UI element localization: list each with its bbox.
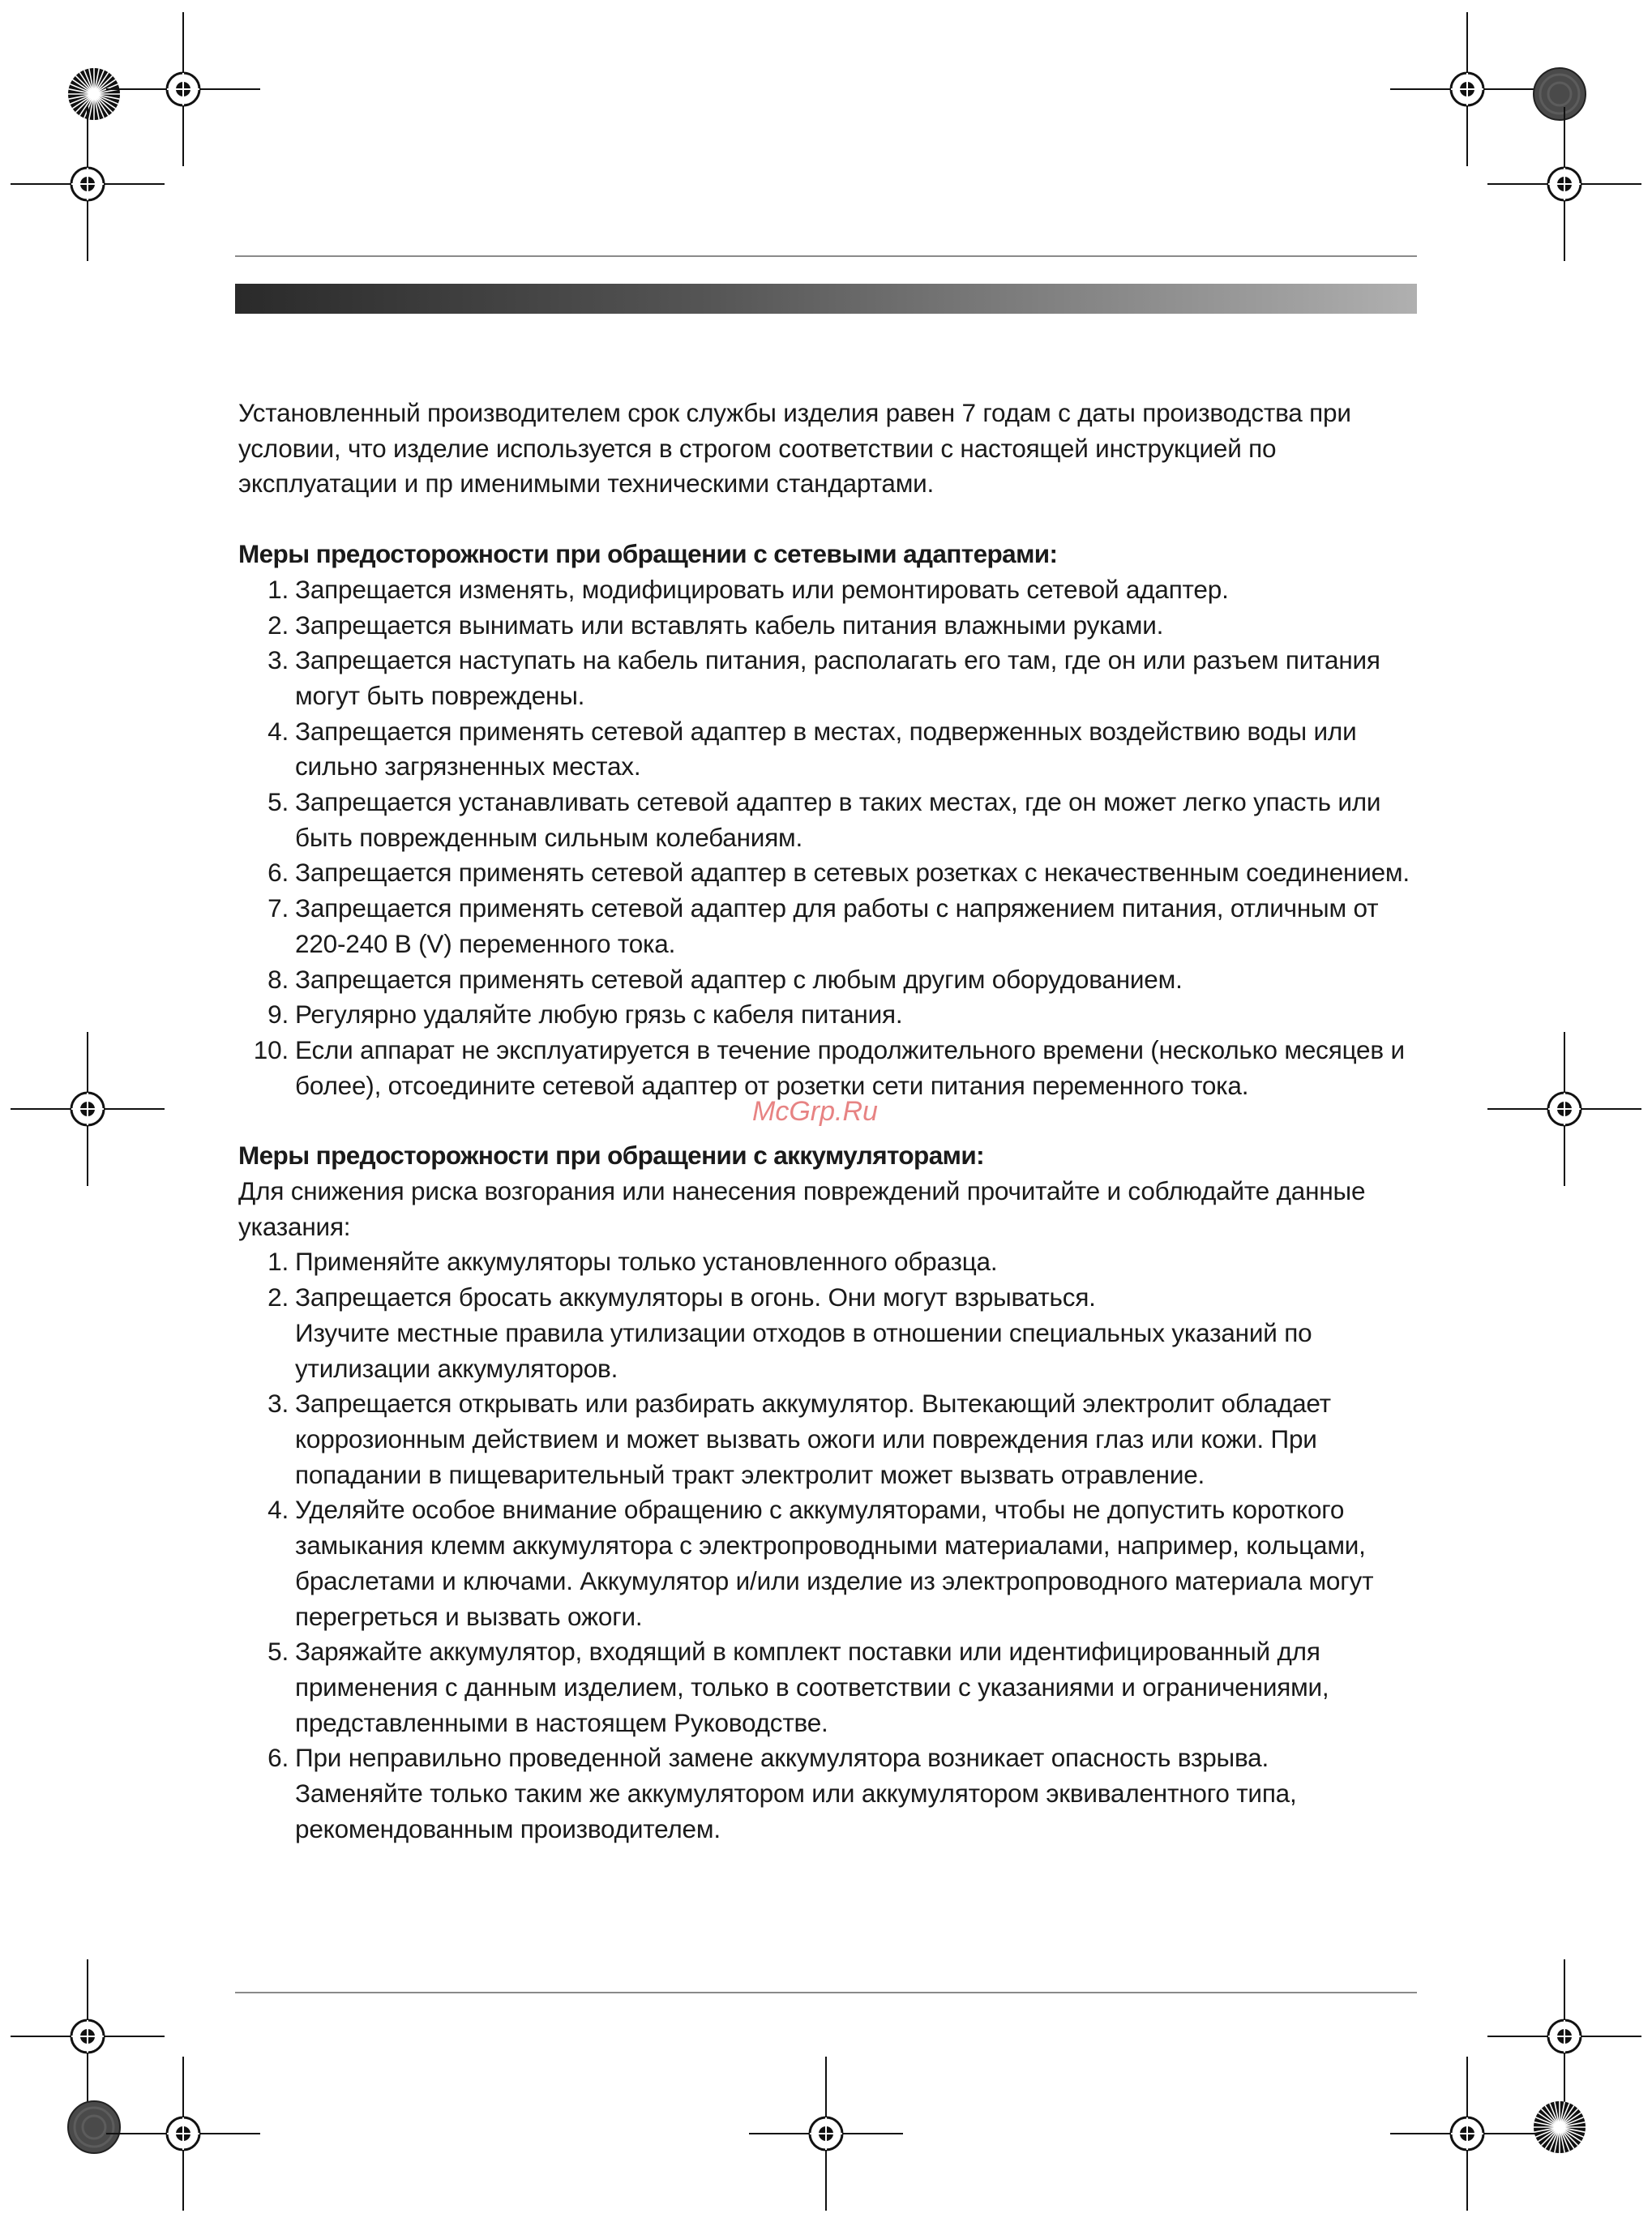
list-item-number: 1. [267, 1247, 289, 1277]
list-item-text: При неправильно проведенной замене аккумулятора возникает опасность взрыва. [295, 1743, 1269, 1773]
list-item-number: 6. [267, 858, 289, 888]
content-body [238, 396, 1420, 1882]
list-item-text: Заряжайте аккумулятор, входящий в комплект поставки или идентифицированный для применения с данным изделием, только в соответствии с указаниями и ограничениями, представленными в настоящем Руководстве. [295, 1637, 1329, 1737]
list-item [238, 1033, 1420, 1103]
list-item [238, 1244, 1420, 1280]
list-item [238, 608, 1420, 644]
list-item-number: 5. [267, 1637, 289, 1667]
list-item-text: Если аппарат не эксплуатируется в течение продолжительного времени (несколько месяцев и более), отсоедините сетевой адаптер от розетки сети питания переменного тока. [295, 1034, 1405, 1100]
list-item-text: Запрещается наступать на кабель питания, располагать его там, где он или разъем питания могут быть повреждены. [295, 645, 1380, 710]
list-item-number: 1. [267, 574, 289, 604]
list-item-text: Запрещается применять сетевой адаптер с любым другим оборудованием. [295, 964, 1183, 994]
batteries-list [238, 1244, 1420, 1847]
adapters-heading: Меры предосторожности при обращении с сетевыми адаптерами: [238, 539, 1058, 569]
list-item-text: Запрещается изменять, модифицировать или ремонтировать сетевой адаптер. [295, 574, 1229, 604]
list-item-text: Запрещается устанавливать сетевой адаптер в таких местах, где он может легко упасть или быть поврежденным сильным колебаниям. [295, 787, 1381, 852]
batteries-heading: Меры предосторожности при обращении с аккумуляторами: [238, 1141, 984, 1171]
header-rule [235, 255, 1417, 257]
list-item [238, 643, 1420, 713]
list-item [238, 1492, 1420, 1634]
list-item-number: 5. [267, 787, 289, 817]
adapters-section [238, 537, 1420, 1103]
list-item-text: Запрещается бросать аккумуляторы в огонь. Они могут взрываться. [295, 1282, 1096, 1312]
list-item-text: Запрещается открывать или разбирать аккумулятор. Вытекающий электролит обладает коррозионным действием и может вызвать ожоги или повреждения глаз или кожи. При попадании в пищеварительный тракт электролит может вызвать отравление. [295, 1389, 1331, 1489]
footer-rule [235, 1992, 1417, 1993]
list-item [238, 785, 1420, 855]
list-item [238, 962, 1420, 998]
list-item-text: Уделяйте особое внимание обращению с аккумуляторами, чтобы не допустить короткого замыкания клемм аккумулятора с электропроводными материалами, например, кольцами, браслетами и ключами. Аккумулятор и/или изделие из электропроводного материала могут перегреться и вызвать ожоги. [295, 1495, 1374, 1631]
list-item-number: 3. [267, 1389, 289, 1419]
list-item [238, 714, 1420, 785]
batteries-lead: Для снижения риска возгорания или нанесения повреждений прочитайте и соблюдайте данные указания: [238, 1176, 1366, 1241]
list-item-text: Запрещается применять сетевой адаптер в сетевых розетках с некачественным соединением. [295, 858, 1410, 888]
list-item-number: 3. [267, 645, 289, 675]
list-item-subtext: Изучите местные правила утилизации отходов в отношении специальных указаний по утилизации аккумуляторов. [295, 1317, 1312, 1383]
list-item-number: 2. [267, 610, 289, 640]
list-item-text: Запрещается применять сетевой адаптер в местах, подверженных воздействию воды или сильно загрязненных местах. [295, 716, 1357, 781]
list-item-number: 10. [253, 1034, 289, 1064]
watermark: McGrp.Ru [752, 1096, 878, 1127]
list-item [238, 1386, 1420, 1492]
list-item [238, 997, 1420, 1033]
header-gradient-band [235, 284, 1417, 314]
list-item-number: 6. [267, 1743, 289, 1773]
list-item-subtext: Заменяйте только таким же аккумулятором или аккумулятором эквивалентного типа, рекомендованным производителем. [295, 1779, 1297, 1843]
service-life-paragraph: Установленный производителем срок службы изделия равен 7 годам с даты производства при условии, что изделие используется в строгом соответствии с настоящей инструкцией по эксплуатации и пр именимыми техническими стандартами. [238, 398, 1351, 499]
list-item-number: 7. [267, 893, 289, 923]
list-item [238, 1280, 1420, 1386]
list-item-number: 9. [267, 1000, 289, 1030]
list-item-text: Запрещается вынимать или вставлять кабель питания влажными руками. [295, 610, 1164, 640]
list-item [238, 1740, 1420, 1847]
list-item-text: Применяйте аккумуляторы только установленного образца. [295, 1247, 998, 1277]
list-item-number: 4. [267, 1495, 289, 1525]
list-item-number: 2. [267, 1282, 289, 1312]
list-item [238, 891, 1420, 961]
list-item [238, 1634, 1420, 1740]
list-item [238, 572, 1420, 608]
batteries-section [238, 1138, 1420, 1847]
list-item-text: Регулярно удаляйте любую грязь с кабеля питания. [295, 1000, 903, 1030]
list-item-number: 4. [267, 716, 289, 746]
list-item-number: 8. [267, 964, 289, 994]
list-item-text: Запрещается применять сетевой адаптер для работы с напряжением питания, отличным от 220-240 В (V) переменного тока. [295, 893, 1379, 958]
adapters-list [238, 572, 1420, 1104]
list-item [238, 855, 1420, 891]
